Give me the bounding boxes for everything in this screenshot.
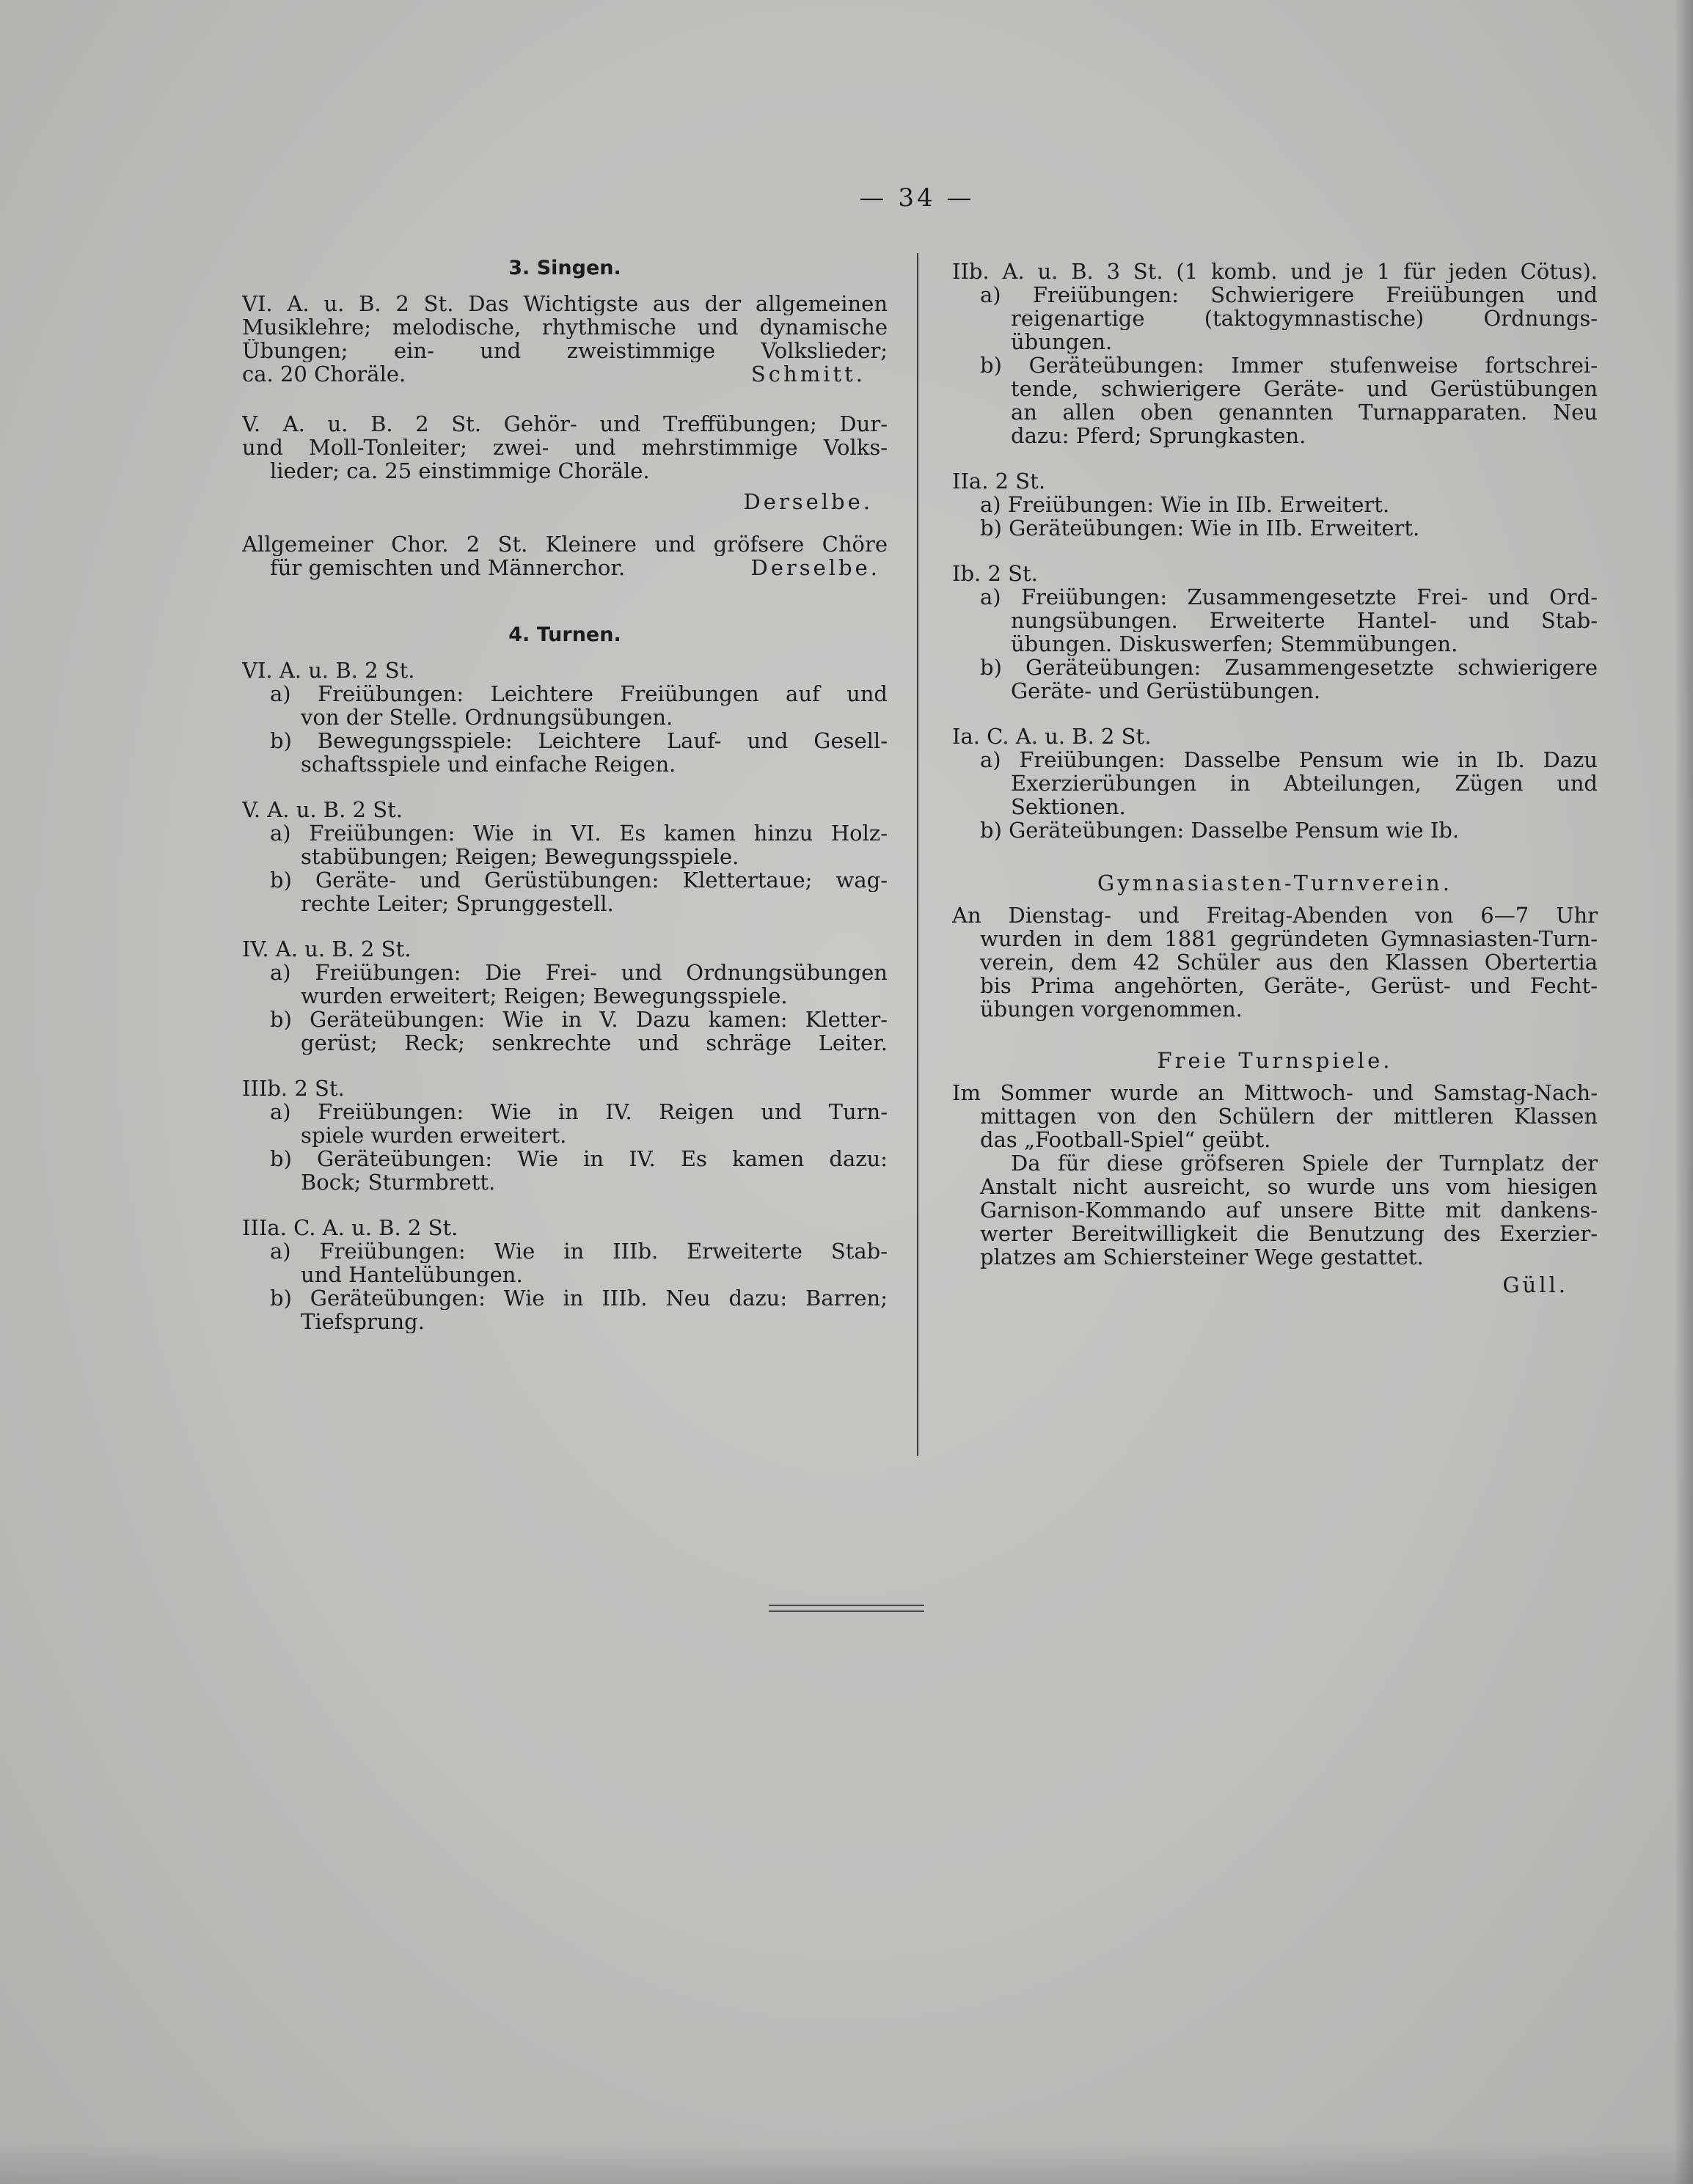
text-line: wurden erweitert; Reigen; Bewegungsspiele. xyxy=(301,984,788,1008)
text-line: Musiklehre; melodische, rhythmische und dynamische xyxy=(242,315,888,339)
page-number: — 34 — xyxy=(859,183,975,213)
text-line: Im Sommer wurde an Mittwoch- und Samstag-Nach- xyxy=(952,1081,1598,1104)
class-heading: IIIa. C. A. u. B. 2 St. xyxy=(242,1216,458,1239)
text-line: b) Bewegungsspiele: Leichtere Lauf- und Gesell- xyxy=(270,729,888,752)
text-line: a) Freiübungen: Wie in VI. Es kamen hinzu Holz- xyxy=(270,821,888,845)
text-line: mittagen von den Schülern der mittleren Klassen xyxy=(980,1104,1598,1128)
text-line: b) Geräteübungen: Wie in IIIb. Neu dazu: Barren; xyxy=(270,1286,888,1310)
text-line: gerüst; Reck; senkrechte und schräge Leiter. xyxy=(301,1031,888,1055)
text-line: spiele wurden erweitert. xyxy=(301,1124,567,1147)
text-line: VI. A. u. B. 2 St. Das Wichtigste aus der allgemeinen xyxy=(242,292,888,315)
class-heading: IIa. 2 St. xyxy=(952,469,1046,493)
teacher-signature: Derselbe. xyxy=(743,489,873,514)
turnen-entry-v xyxy=(242,798,888,915)
text-line: Sektionen. xyxy=(1011,795,1126,818)
turnen-entry-iib xyxy=(952,260,1598,447)
text-line: Übungen; ein- und zweistimmige Volkslieder; xyxy=(242,339,888,362)
text-line: a) Freiübungen: Die Frei- und Ordnungsübungen xyxy=(270,961,888,984)
text-line: a) Freiübungen: Leichtere Freiübungen auf und xyxy=(270,682,888,706)
text-line: V. A. u. B. 2 St. Gehör- und Treffübungen; Dur- xyxy=(242,412,888,436)
teacher-signature: Derselbe. xyxy=(750,555,880,580)
text-line: a) Freiübungen: Dasselbe Pensum wie in Ib. Dazu xyxy=(980,748,1598,772)
text-line: und Moll-Tonleiter; zwei- und mehrstimmige Volks- xyxy=(242,436,888,459)
text-line: An Dienstag- und Freitag-Abenden von 6—7 Uhr xyxy=(952,904,1598,927)
text-line: reigenartige (taktogymnastische) Ordnungs- xyxy=(1011,307,1598,330)
text-line: Geräte- und Gerüstübungen. xyxy=(1011,679,1321,703)
class-heading: V. A. u. B. 2 St. xyxy=(242,798,403,821)
text-line: a) Freiübungen: Wie in IIIb. Erweiterte Stab- xyxy=(270,1239,888,1263)
text-line: werter Bereitwilligkeit die Benutzung des Exerzier- xyxy=(980,1222,1598,1245)
class-heading: VI. A. u. B. 2 St. xyxy=(242,659,415,682)
text-line: lieder; ca. 25 einstimmige Choräle. xyxy=(270,459,650,483)
singen-entry-chor xyxy=(242,532,888,579)
text-line-with-signature xyxy=(242,556,888,579)
class-heading: Ib. 2 St. xyxy=(952,562,1038,585)
text-line: Tiefsprung. xyxy=(301,1310,425,1333)
text-line: b) Geräteübungen: Wie in IIb. Erweitert. xyxy=(980,516,1420,540)
section-heading-turnen: 4. Turnen. xyxy=(508,623,621,646)
text-line: b) Geräteübungen: Wie in IV. Es kamen dazu: xyxy=(270,1147,888,1170)
text-line: verein, dem 42 Schüler aus den Klassen Obertertia xyxy=(980,950,1598,974)
section-heading-singen: 3. Singen. xyxy=(508,257,621,279)
class-heading: Ia. C. A. u. B. 2 St. xyxy=(952,725,1152,748)
text-line: für gemischten und Männerchor. xyxy=(270,555,626,580)
text-line: übungen. Diskuswerfen; Stemmübungen. xyxy=(1011,632,1458,656)
text-line: platzes am Schiersteiner Wege gestattet. xyxy=(980,1245,1424,1269)
page-edge-shadow xyxy=(1674,0,1693,2184)
text-line: Anstalt nicht ausreicht, so wurde uns vom hiesigen xyxy=(980,1175,1598,1198)
turnen-entry-iia xyxy=(952,469,1598,540)
text-line: bis Prima angehörten, Geräte-, Gerüst- und Fecht- xyxy=(980,974,1598,997)
column-divider xyxy=(917,253,918,1456)
turnspiele-paragraph xyxy=(952,1081,1598,1297)
text-line-with-signature xyxy=(242,362,888,386)
text-line: das „Football-Spiel“ geübt. xyxy=(980,1128,1271,1151)
text-line: übungen vorgenommen. xyxy=(980,997,1243,1021)
text-line: a) Freiübungen: Wie in IIb. Erweitert. xyxy=(980,493,1390,516)
text-line: nungsübungen. Erweiterte Hantel- und Stab- xyxy=(1011,609,1598,632)
text-line: dazu: Pferd; Sprungkasten. xyxy=(1011,424,1306,447)
section-heading-turnspiele: Freie Turnspiele. xyxy=(1157,1048,1393,1073)
class-heading: IV. A. u. B. 2 St. xyxy=(242,937,412,961)
text-line: von der Stelle. Ordnungsübungen. xyxy=(301,706,673,729)
text-line: Allgemeiner Chor. 2 St. Kleinere und gröfsere Chöre xyxy=(242,532,888,556)
text-line: b) Geräteübungen: Wie in V. Dazu kamen: Kletter- xyxy=(270,1008,888,1031)
page-bottom-shadow xyxy=(0,2140,1693,2184)
text-line: tende, schwierigere Geräte- und Gerüstübungen xyxy=(1011,377,1598,400)
singen-entry-vi xyxy=(242,292,888,386)
text-line: a) Freiübungen: Schwierigere Freiübungen und xyxy=(980,283,1598,307)
turnen-entry-iiib xyxy=(242,1077,888,1194)
teacher-signature: Schmitt. xyxy=(750,362,866,386)
turnen-entry-ib xyxy=(952,562,1598,703)
text-line: ca. 20 Choräle. xyxy=(242,362,406,386)
turnen-entry-iv xyxy=(242,937,888,1055)
text-line: übungen. xyxy=(1011,330,1113,353)
text-line: an allen oben genannten Turnapparaten. Neu xyxy=(1011,400,1598,424)
text-line: Da für diese gröfseren Spiele der Turnplatz der xyxy=(1011,1151,1598,1175)
section-end-rule xyxy=(769,1605,924,1612)
text-line: stabübungen; Reigen; Bewegungsspiele. xyxy=(301,845,739,868)
turnen-entry-iiia xyxy=(242,1216,888,1333)
text-line: Bock; Sturmbrett. xyxy=(301,1170,496,1194)
turnen-entry-vi xyxy=(242,659,888,776)
class-heading: IIb. A. u. B. 3 St. (1 komb. und je 1 für jeden Cötus). xyxy=(952,260,1598,283)
turnen-entry-ia xyxy=(952,725,1598,842)
text-line: rechte Leiter; Sprunggestell. xyxy=(301,892,614,915)
text-line: Garnison-Kommando auf unsere Bitte mit dankens- xyxy=(980,1198,1598,1222)
text-line: b) Geräteübungen: Dasselbe Pensum wie Ib. xyxy=(980,818,1460,842)
class-heading: IIIb. 2 St. xyxy=(242,1077,345,1100)
text-line: b) Geräteübungen: Zusammengesetzte schwierigere xyxy=(980,656,1598,679)
right-column xyxy=(952,249,1598,1316)
left-column xyxy=(242,249,888,1352)
turnverein-paragraph xyxy=(952,904,1598,1021)
text-line: a) Freiübungen: Zusammengesetzte Frei- und Ord- xyxy=(980,585,1598,609)
teacher-signature: Güll. xyxy=(1502,1272,1568,1297)
text-line: und Hantelübungen. xyxy=(301,1263,523,1286)
text-line: Exerzierübungen in Abteilungen, Zügen und xyxy=(1011,772,1598,795)
singen-entry-v xyxy=(242,412,888,513)
text-line: wurden in dem 1881 gegründeten Gymnasiasten-Turn- xyxy=(980,927,1598,950)
section-heading-turnverein: Gymnasiasten-Turnverein. xyxy=(1097,871,1452,895)
text-line: b) Geräteübungen: Immer stufenweise fortschrei- xyxy=(980,353,1598,377)
text-line: b) Geräte- und Gerüstübungen: Klettertaue; wag- xyxy=(270,868,888,892)
text-line: a) Freiübungen: Wie in IV. Reigen und Turn- xyxy=(270,1100,888,1124)
text-line: schaftsspiele und einfache Reigen. xyxy=(301,752,676,776)
